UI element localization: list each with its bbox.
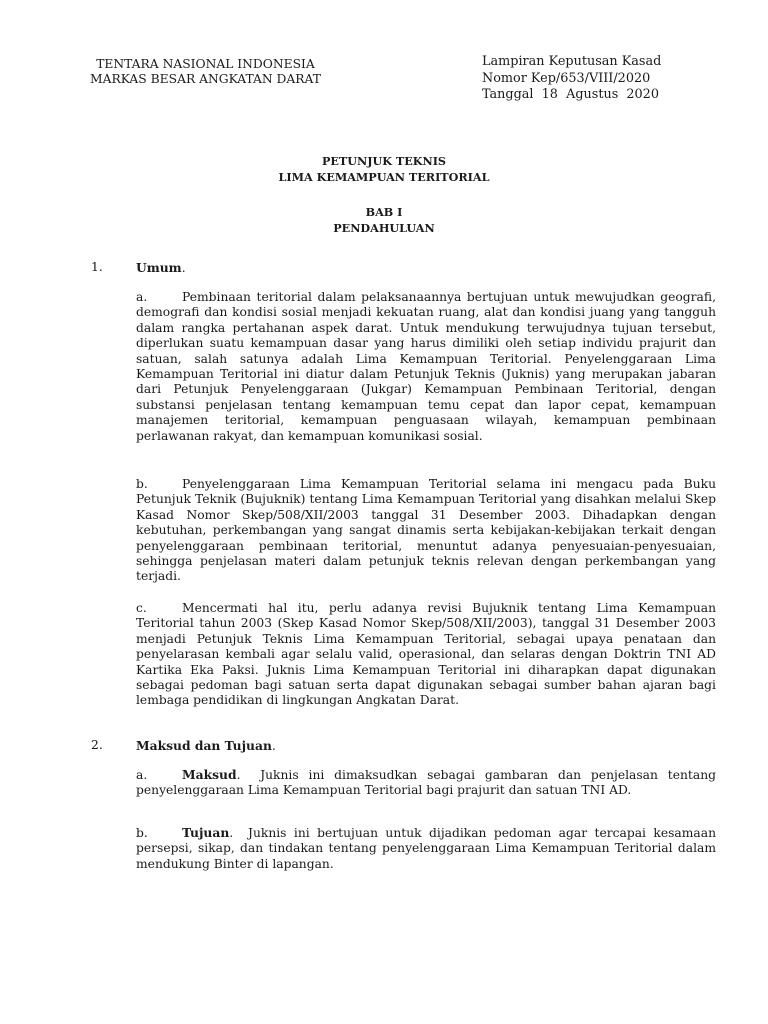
ref-line-1: Lampiran Keputusan Kasad: [482, 54, 662, 69]
section-2-number: 2.: [91, 738, 103, 752]
paragraph-text: Penyelenggaraan Lima Kemampuan Teritorial selama ini mengacu pada Buku Petunjuk Teknik (Bujuknik) tentang Lima Kemampuan Teritorial yang disahkan melalui Skep Kasad Nomor Skep/508/XII/2003 tanggal 31 Desember 2003. Dihadapkan dengan kebutuhan, perkembangan yang sangat dinamis serta kebijakan-kebijakan terkait dengan penyelenggaraan pembinaan teritorial, menuntut adanya penyesuaian-penyesuaian, sehingga penjelasan materi dalam petunjuk teknis relevan dengan perkembangan yang terjadi.: [136, 477, 716, 584]
chapter-number: BAB I: [365, 205, 403, 219]
paragraph-text: Mencermati hal itu, perlu adanya revisi Bujuknik tentang Lima Kemampuan Teritorial tahun 2003 (Skep Kasad Nomor Skep/508/XII/2003), tanggal 31 Desember 2003 menjadi Petunjuk Teknis Lima Kemampuan Teritorial, sebagai upaya penataan dan penyelarasan kembali agar selalu valid, operasional, dan selaras dengan Doktrin TNI AD Kartika Eka Paksi. Juknis Lima Kemampuan Teritorial ini diharapkan dapat digunakan sebagai pedoman bagi satuan serta dapat digunakan sebagai sumber bahan ajaran bagi lembaga pendidikan di lingkungan Angkatan Darat.: [136, 601, 716, 708]
chapter-heading: [0, 204, 768, 236]
ref-line-2: Nomor Kep/653/VIII/2020: [482, 70, 651, 86]
title-line-1: PETUNJUK TEKNIS: [321, 154, 447, 168]
paragraph-label: c.: [136, 601, 147, 615]
paragraph-term: Maksud: [182, 767, 237, 782]
issuing-organization: [90, 57, 321, 87]
ref-line-3: Tanggal 18 Agustus 2020: [482, 87, 659, 102]
paragraph-label: b.: [136, 477, 148, 491]
section-1-number: 1.: [91, 260, 103, 274]
section-1-paragraph-c: [136, 601, 716, 709]
decree-reference: [482, 54, 661, 104]
paragraph-label: a.: [136, 768, 148, 782]
document-page: TENTARA NASIONAL INDONESIA MARKAS BESAR ANGKATAN DARAT Lampiran Keputusan Kasad Nomor Kep/653/VIII/2020 Tanggal 18 Agustus 2020 PETUNJUK TEKNIS LIMA KEMAMPUAN TERITORIAL BAB I PENDAHULUAN 1. Umum. a. Pembinaan teritorial dalam pelaksanaannya bertujuan untuk mewujudkan geografi, demografi dan kondisi sosial menjadi kekuatan ruang, alat dan kondisi juang yang tangguh dalam rangka pertahanan aspek darat. Untuk mendukung terwujudnya tujuan tersebut, diperlukan suatu kemampuan dasar yang harus dimiliki oleh setiap individu prajurit dan satuan, salah satunya adalah Lima Kemampuan Teritorial. Penyelenggaraan Lima Kemampuan Teritorial ini diatur dalam Petunjuk Teknis (Juknis) yang merupakan jabaran dari Petunjuk Penyelenggaraan (Jukgar) Kemampuan Pembinaan Teritorial, dengan substansi penjelasan tentang kemampuan temu cepat dan lapor cepat, kemampuan manajemen teritorial, kemampuan penguasaan wilayah, kemampuan pembinaan perlawanan rakyat, dan kemampuan komunikasi sosial. b. Penyelenggaraan Lima Kemampuan Teritorial selama ini mengacu pada Buku Petunjuk Teknik (Bujuknik) tentang Lima Kemampuan Teritorial yang disahkan melalui Skep Kasad Nomor Skep/508/XII/2003 tanggal 31 Desember 2003. Dihadapkan dengan kebutuhan, perkembangan yang sangat dinamis serta kebijakan-kebijakan terkait dengan penyelenggaraan pembinaan teritorial, menuntut adanya penyesuaian-penyesuaian, sehingga penjelasan materi dalam petunjuk teknis relevan dengan perkembangan yang terjadi. c. Mencermati hal itu, perlu adanya revisi Bujuknik tentang Lima Kemampuan Teritorial tahun 2003 (Skep Kasad Nomor Skep/508/XII/2003), tanggal 31 Desember 2003 menjadi Petunjuk Teknis Lima Kemampuan Teritorial, sebagai upaya penataan dan penyelarasan kembali agar selalu valid, operasional, dan selaras dengan Doktrin TNI AD Kartika Eka Paksi. Juknis Lima Kemampuan Teritorial ini diharapkan dapat digunakan sebagai pedoman bagi satuan serta dapat digunakan sebagai sumber bahan ajaran bagi lembaga pendidikan di lingkungan Angkatan Darat. 2. Maksud dan Tujuan. a. Maksud. Juknis ini dimaksudkan sebagai gambaran dan penjelasan tentang penyelenggaraan Lima Kemampuan Teritorial bagi prajurit dan satuan TNI AD. b. Tujuan. Juknis ini bertujuan untuk dijadikan pedoman agar tercapai kesamaan persepsi, sikap, dan tindakan tentang penyelenggaraan Lima Kemampuan Teritorial dalam mendukung Binter di lapangan.: [0, 0, 768, 1024]
paragraph-label: a.: [136, 290, 148, 304]
paragraph-text: Juknis ini bertujuan untuk dijadikan pedoman agar tercapai kesamaan persepsi, sikap, dan tindakan tentang penyelenggaraan Lima Kemampuan Teritorial dalam mendukung Binter di lapangan.: [136, 826, 716, 871]
paragraph-text: Pembinaan teritorial dalam pelaksanaannya bertujuan untuk mewujudkan geografi, demografi dan kondisi sosial menjadi kekuatan ruang, alat dan kondisi juang yang tangguh dalam rangka pertahanan aspek darat. Untuk mendukung terwujudnya tujuan tersebut, diperlukan suatu kemampuan dasar yang harus dimiliki oleh setiap individu prajurit dan satuan, salah satunya adalah Lima Kemampuan Teritorial. Penyelenggaraan Lima Kemampuan Teritorial ini diatur dalam Petunjuk Teknis (Juknis) yang merupakan jabaran dari Petunjuk Penyelenggaraan (Jukgar) Kemampuan Pembinaan Teritorial, dengan substansi penjelasan tentang kemampuan temu cepat dan lapor cepat, kemampuan manajemen teritorial, kemampuan penguasaan wilayah, kemampuan pembinaan perlawanan rakyat, dan kemampuan komunikasi sosial.: [136, 290, 716, 443]
paragraph-term: Tujuan: [182, 825, 230, 840]
org-line-1: TENTARA NASIONAL INDONESIA: [96, 57, 315, 71]
section-2-paragraph-a: a. Maksud. Juknis ini dimaksudkan sebagai gambaran dan penjelasan tentang penyelenggaraan Lima Kemampuan Teritorial bagi prajurit dan satuan TNI AD.: [136, 767, 716, 798]
section-2-title: Maksud dan Tujuan: [136, 738, 272, 753]
section-2-paragraph-b: b. Tujuan. Juknis ini bertujuan untuk dijadikan pedoman agar tercapai kesamaan persepsi, sikap, dan tindakan tentang penyelenggaraan Lima Kemampuan Teritorial dalam mendukung Binter di lapangan.: [136, 825, 716, 871]
title-line-2: LIMA KEMAMPUAN TERITORIAL: [278, 170, 490, 184]
section-1-title: Umum: [136, 260, 182, 275]
paragraph-text: Juknis ini dimaksudkan sebagai gambaran dan penjelasan tentang penyelenggaraan Lima Kemampuan Teritorial bagi prajurit dan satuan TNI AD.: [136, 768, 716, 798]
section-1-paragraph-a: [136, 290, 716, 444]
org-line-2: MARKAS BESAR ANGKATAN DARAT: [90, 72, 321, 86]
section-1-paragraph-b: [136, 477, 716, 585]
document-title: [0, 153, 768, 185]
chapter-name: PENDAHULUAN: [333, 221, 435, 235]
paragraph-label: b.: [136, 826, 148, 840]
